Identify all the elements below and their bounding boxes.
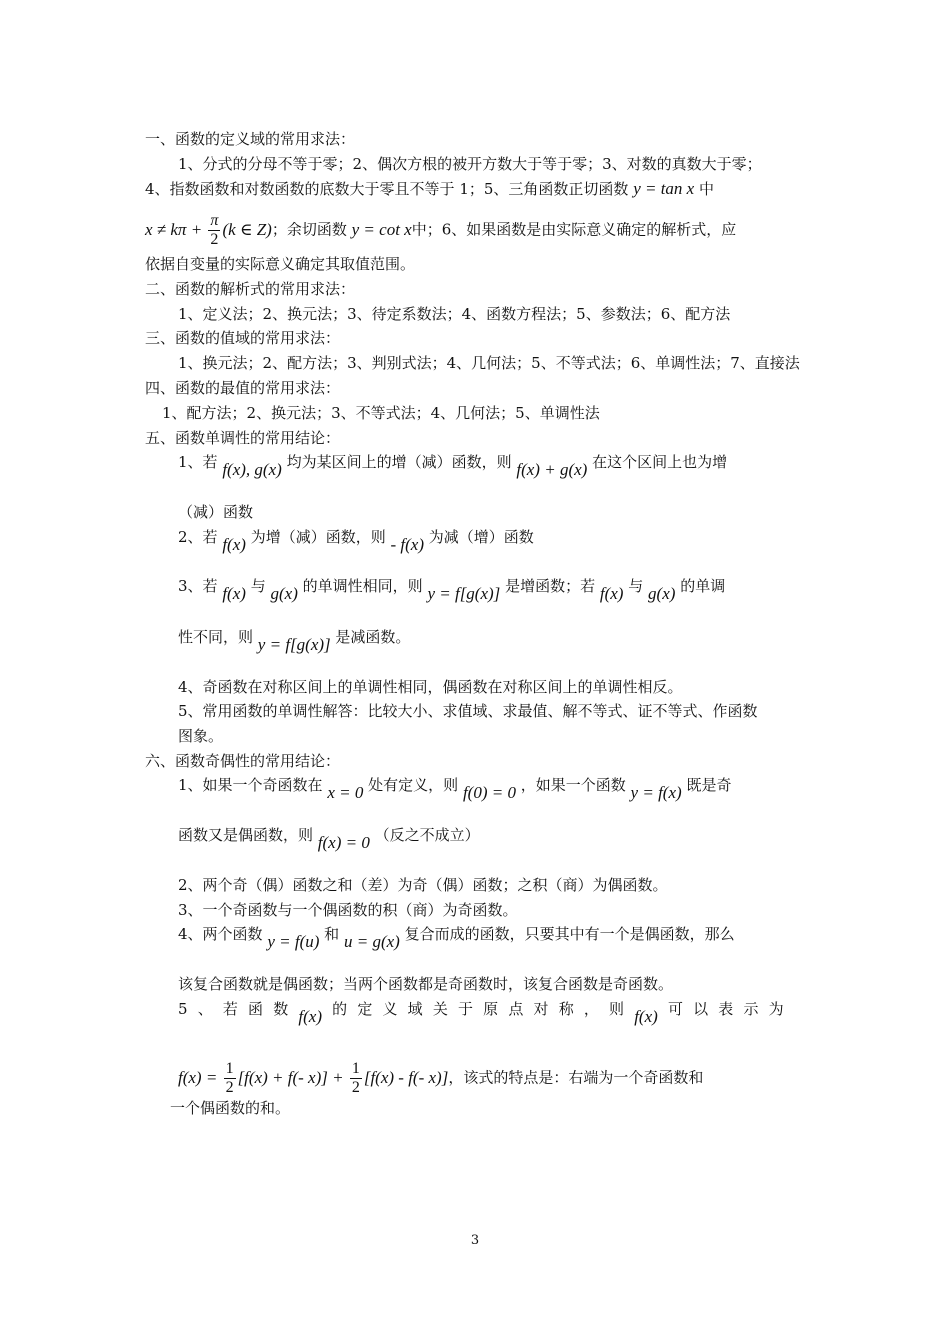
math-expression: u = g(x) <box>343 932 400 951</box>
text-run: ；余切函数 <box>271 220 347 239</box>
text-run: 函数又是偶函数，则 <box>178 826 314 844</box>
math-expression: f(x) <box>298 1007 322 1026</box>
math-expression: [f(x) + f(- x)] + <box>237 1067 348 1087</box>
text-run: 2、若 <box>178 528 218 546</box>
text-run: 复合而成的函数，只要其中有一个是偶函数，那么 <box>404 925 735 943</box>
text-run: 对 <box>533 1000 549 1018</box>
section-5-item-5-cont: 图象。 <box>178 727 224 745</box>
text-run: 于 <box>458 1000 474 1018</box>
section-1-line-2 <box>145 179 714 199</box>
text-run: 称 <box>558 1000 574 1018</box>
math-expression: (k ∈ Z) <box>222 219 272 239</box>
text-run: 若 <box>222 1000 238 1018</box>
section-2-line-1: 1、定义法；2、换元法；3、待定系数法；4、函数方程法；5、参数法；6、配方法 <box>178 305 731 323</box>
section-3-line-1: 1、换元法；2、配方法；3、判别式法；4、几何法；5、不等式法；6、单调性法；7、直接法 <box>178 354 800 372</box>
math-expression: g(x) <box>648 584 676 603</box>
text-run: 在这个区间上也为增 <box>592 453 728 471</box>
text-run: 原 <box>483 1000 499 1018</box>
text-run: 1 <box>225 1060 234 1077</box>
section-6-item-5-cont: 一个偶函数的和。 <box>170 1099 291 1117</box>
text-run: ，如果一个函数 <box>520 776 626 794</box>
text-run: （反之不成立） <box>374 826 480 844</box>
math-expression: f(x) <box>222 535 246 554</box>
text-run: 是减函数。 <box>335 628 411 646</box>
math-expression: f(x) <box>599 584 624 603</box>
section-1-line-1: 1、分式的分母不等于零；2、偶次方根的被开方数大于等于零；3、对数的真数大于零； <box>178 155 762 173</box>
section-6-heading: 六、函数奇偶性的常用结论： <box>145 752 341 770</box>
section-5-item-1 <box>178 452 728 479</box>
math-expression: x ≠ kπ + <box>145 219 207 239</box>
text-run: 和 <box>324 925 340 943</box>
section-1-line-4: 依据自变量的实际意义确定其取值范围。 <box>145 255 416 273</box>
text-run: 性不同，则 <box>178 628 254 646</box>
text-run: 以 <box>693 1000 709 1018</box>
text-run: 的 <box>332 1000 348 1018</box>
section-2-heading: 二、函数的解析式的常用求法： <box>145 280 356 298</box>
section-6-item-3: 3、一个奇函数与一个偶函数的积（商）为奇函数。 <box>178 901 518 919</box>
fraction <box>350 1060 362 1097</box>
math-cot: y = cot x <box>351 219 412 239</box>
text-run: 3、若 <box>178 577 218 595</box>
text-run: 域 <box>407 1000 423 1018</box>
math-expression: g(x) <box>270 584 298 603</box>
math-expression: y = f[g(x)] <box>257 635 331 654</box>
math-tan: y = tan x <box>633 179 695 198</box>
section-5-item-4: 4、奇函数在对称区间上的单调性相同，偶函数在对称区间上的单调性相反。 <box>178 678 683 696</box>
section-6-item-1 <box>178 775 732 802</box>
section-5-item-3-cont <box>178 627 411 654</box>
text-run: 数 <box>273 1000 289 1018</box>
text-run: 定 <box>357 1000 373 1018</box>
section-6-item-1-cont <box>178 825 480 852</box>
page-number: 3 <box>470 1233 480 1248</box>
math-expression: - f(x) <box>390 535 425 554</box>
text-run: 是增函数；若 <box>505 577 596 595</box>
fraction-pi-over-2 <box>208 212 220 249</box>
section-5-item-3 <box>178 576 726 603</box>
text-run: 为 <box>768 1000 784 1018</box>
text-run: 2 <box>210 231 219 248</box>
text-run: 为增（减）函数，则 <box>250 528 386 546</box>
section-4-heading: 四、函数的最值的常用求法： <box>145 379 341 397</box>
text-run: 与 <box>250 577 266 595</box>
text-run: 点 <box>508 1000 524 1018</box>
math-expression: x = 0 <box>327 783 364 802</box>
text-run: 的单调 <box>680 577 726 595</box>
section-6-item-4-cont: 该复合函数就是偶函数；当两个函数都是奇函数时，该复合函数是奇函数。 <box>178 975 674 993</box>
text-run: 4、两个函数 <box>178 925 263 943</box>
math-expression: y = f(x) <box>630 783 682 802</box>
text-run: 2 <box>351 1079 360 1096</box>
math-expression: y = f(u) <box>267 932 320 951</box>
text-run: 4、指数函数和对数函数的底数大于零且不等于 1；5、三角函数正切函数 <box>145 180 629 198</box>
text-run: 为减（增）函数 <box>428 528 534 546</box>
text-run: ，该式的特点是：右端为一个奇函数和 <box>448 1068 704 1087</box>
text-run: 1、如果一个奇函数在 <box>178 776 323 794</box>
text-run: 1、若 <box>178 453 218 471</box>
section-5-item-5: 5、常用函数的单调性解答：比较大小、求值域、求最值、解不等式、证不等式、作函数 <box>178 702 758 720</box>
text-run: ， <box>583 1000 599 1018</box>
math-expression: f(x) <box>634 1007 658 1026</box>
section-6-item-2: 2、两个奇（偶）函数之和（差）为奇（偶）函数；之积（商）为偶函数。 <box>178 876 668 894</box>
text-run: 示 <box>743 1000 759 1018</box>
text-run: 关 <box>432 1000 448 1018</box>
math-expression: f(x) = 0 <box>317 833 370 852</box>
text-run: 1 <box>351 1060 360 1077</box>
text-run: 可 <box>667 1000 683 1018</box>
text-run: 义 <box>382 1000 398 1018</box>
section-4-line-1: 1、配方法；2、换元法；3、不等式法；4、几何法；5、单调性法 <box>162 404 600 422</box>
section-1-heading: 一、函数的定义域的常用求法： <box>145 130 356 148</box>
text-run: 与 <box>628 577 644 595</box>
text-run: 中；6、如果函数是由实际意义确定的解析式，应 <box>411 220 737 239</box>
section-5-item-2 <box>178 527 534 554</box>
text-run: π <box>210 212 219 229</box>
text-run: 5 <box>178 1000 188 1018</box>
fraction <box>224 1060 236 1097</box>
text-run: 中 <box>699 180 715 198</box>
math-expression: y = f[g(x)] <box>427 584 501 603</box>
math-expression: f(x), g(x) <box>222 460 282 479</box>
section-1-line-3 <box>145 212 736 249</box>
section-6-item-5 <box>178 999 784 1026</box>
text-run: 则 <box>609 1000 625 1018</box>
text-run: 均为某区间上的增（减）函数，则 <box>286 453 512 471</box>
text-run: 的单调性相同，则 <box>302 577 423 595</box>
text-run: 函 <box>248 1000 264 1018</box>
text-run: 、 <box>197 1000 213 1018</box>
text-run: 表 <box>718 1000 734 1018</box>
math-expression: f(x) = <box>178 1067 222 1087</box>
text-run: 处有定义，则 <box>368 776 459 794</box>
section-3-heading: 三、函数的值域的常用求法： <box>145 329 341 347</box>
math-expression: [f(x) - f(- x)] <box>363 1067 449 1087</box>
section-6-item-5-formula <box>178 1060 703 1097</box>
math-expression: f(0) = 0 <box>462 783 516 802</box>
section-5-heading: 五、函数单调性的常用结论： <box>145 429 341 447</box>
section-6-item-4 <box>178 924 735 951</box>
math-expression: f(x) <box>222 584 246 603</box>
math-expression: f(x) + g(x) <box>516 460 588 479</box>
text-run: 2 <box>225 1079 234 1096</box>
text-run: 既是奇 <box>686 776 732 794</box>
section-5-item-1-cont: （减）函数 <box>178 503 254 521</box>
